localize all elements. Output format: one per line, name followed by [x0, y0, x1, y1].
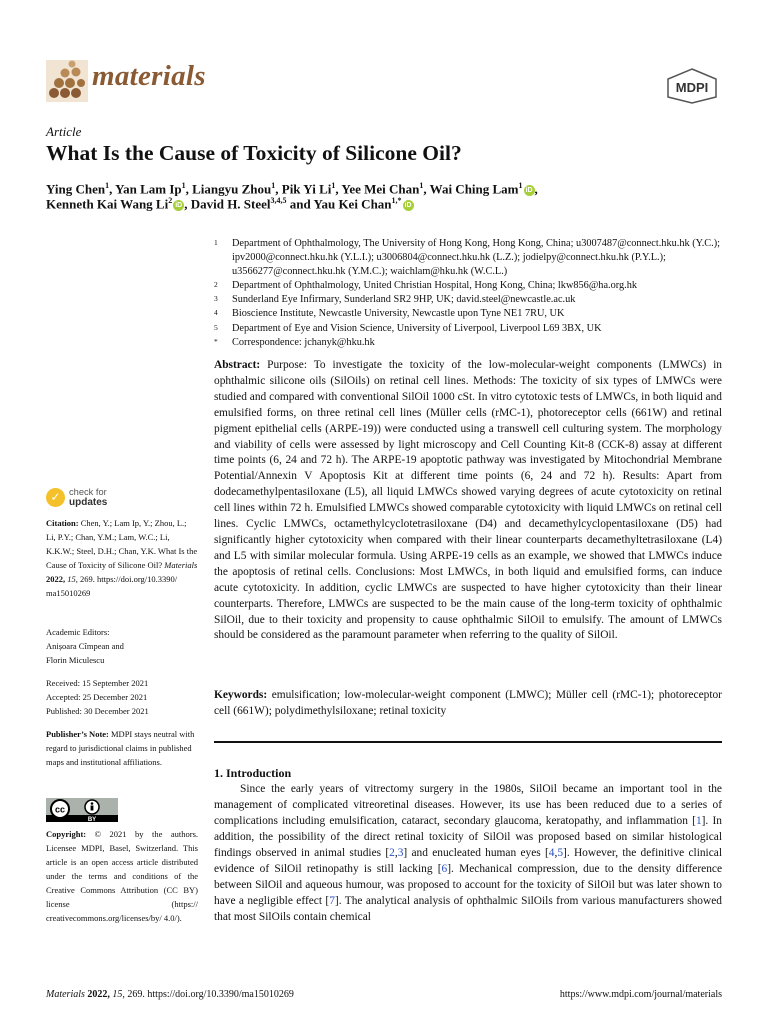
article-title: What Is the Cause of Toxicity of Silicone Oil?: [46, 141, 462, 165]
author-affiliation-sup: 1: [181, 181, 186, 190]
check-updates-icon: ✓: [46, 488, 65, 507]
journal-logo-icon: [46, 60, 88, 102]
intro-text-segment: ] and enucleated human eyes [: [403, 846, 549, 859]
introduction-text: [214, 782, 722, 926]
article-type: Article: [46, 124, 82, 139]
author-list: [46, 181, 538, 197]
citation-journal: Materials: [164, 560, 198, 570]
affiliation-number: 1: [214, 238, 218, 247]
editor-name: Florin Miculescu: [46, 655, 105, 665]
intro-text-segment: ]. However, the definitive clinical evidence of SilOil retinopathy is still lacking [: [214, 846, 723, 875]
affiliation-text: Department of Ophthalmology, The University of Hong Kong, Hong Kong, China; u3007487@connect.hku.hk (Y.C.); ipv2000@connect.hku.hk (Y.L.I.); u3006804@connect.hku.hk (L.Z.); jodielpy@connect.hku.hk (P.Y.L.); u3566277@connect.hku.hk (Y.M.C.); waichlam@hku.hk (W.C.L.): [232, 238, 721, 278]
accepted-date: Accepted: 25 December 2021: [46, 692, 148, 702]
affiliation-text: Sunderland Eye Infirmary, Sunderland SR2 9HP, UK; david.steel@newcastle.ac.uk: [232, 294, 576, 306]
author-name: Pik Yi Li: [281, 181, 332, 197]
affiliation-number: 3: [214, 294, 218, 304]
footer-citation: [46, 989, 294, 1000]
reference-link[interactable]: 3: [397, 846, 404, 859]
author-name: Wai Ching Lam: [429, 181, 519, 197]
check-for-updates-button[interactable]: [46, 487, 107, 508]
footer-journal: Materials: [46, 989, 85, 1000]
received-date: Received: 15 September 2021: [46, 678, 149, 688]
footer-year: 2022,: [87, 989, 110, 1000]
intro-text-segment: Since the early years of vitrectomy surgery in the 1980s, SilOil became an important tool in the management of complicated vitreoretinal diseases. However, its use has been reduced due to a series of complications including emulsification, cataract, secondary glaucoma, keratopathy, and inflammation [: [214, 783, 722, 827]
author-affiliation-sup: 1: [419, 181, 424, 190]
publisher-note: [46, 727, 198, 769]
copyright-label: Copyright:: [46, 829, 87, 839]
intro-text-segment: ,: [554, 846, 558, 859]
author-separator: ,: [185, 181, 193, 197]
reference-link[interactable]: 4: [548, 846, 555, 859]
affiliation-item: [214, 293, 724, 307]
author-separator: ,: [423, 181, 430, 197]
affiliations: [214, 237, 724, 350]
keywords: [214, 688, 722, 720]
intro-text-segment: ]. In addition, the possibility of the direct retinal toxicity of SilOil was proposed based on similar histological findings observed in animal studies [: [214, 814, 722, 859]
keywords-text: emulsification; low-molecular-weight component (LMWC); Müller cell (rMC-1); photoreceptor cell (661W); polydimethylsiloxane; retinal toxicity: [214, 689, 722, 717]
author-affiliation-sup: 1: [271, 181, 276, 190]
affiliation-item: [214, 237, 724, 279]
publisher-name: MDPI: [675, 80, 709, 95]
publisher-note-text: MDPI stays neutral with regard to jurisdictional claims in published maps and institutional affiliations.: [46, 729, 195, 767]
affiliation-item: [214, 279, 724, 293]
reference-link[interactable]: 5: [557, 846, 564, 859]
author-list: [46, 196, 414, 212]
reference-link[interactable]: 1: [695, 814, 702, 827]
section-divider: [214, 741, 722, 743]
abstract-text: Purpose: To investigate the toxicity of the low-molecular-weight components (LMWCs) in ophthalmic silicone oils (SilOils) on retinal cell lines. Methods: The toxicity of six types of LMWCs were studied and compared with conventional SilOil 1000 cSt. In vitro cytotoxic tests of LMWCs, in both liquid and emulsified forms, on three retinal cell lines (Müller cells (rMC-1), photoreceptor cells (661W) and retinal pigment epithelial cells (ARPE-19)) were conducted using a transwell cell culturing system. The morphology and viability of cells were assessed by light microscopy and Cell Counting Kit-8 (CCK-8) assay at different time points (6, 24 and 72 h). The ARPE-19 apoptotic pathway was investigated by Mitochondrial Membrane Potential/Annexin V Apoptosis Kit at different time points (6, 24 and 72 h). Results: Apart from dodecamethylpentasiloxane (L5), all liquid LMWCs showed varying degrees of acute cytotoxicity on retinal cell lines within 72 h. Emulsified LMWCs showed comparable cytotoxicity with liquid LMWCs on retinal cell lines. Cyclic LMWCs, octamethylcyclotetrasiloxane (D4) and decamethylcyclopentasiloxane (D5) had significantly higher cytotoxicity when compared with their linear counterparts decamethyltetrasiloxane (L4) and L5 with similar molecular formula. Using ARPE-19 cells as an example, we showed that LMWCs induce the apoptosis of retinal cells. Conclusions: Most LMWCs, in both liquid and emulsified forms, can induce acute cytotoxicity. In addition, cyclic LMWCs are suspected to have higher cytotoxicity than their linear counterparts. Therefore, LMWCs are suspected to be the main cause of the long-term toxicity of ophthalmic SilOil, due to their toxicity and propensity to cause ophthalmic SilOil to emulsify. The amount of LMWCs should be considered as the paramount parameter when referring to the quality of SilOil.: [214, 359, 722, 642]
journal-name: materials: [92, 60, 206, 92]
author-name: Yau Kei Chan: [313, 196, 392, 212]
abstract: [214, 358, 722, 644]
author-separator: ,: [275, 181, 282, 197]
author-separator: ,: [184, 196, 191, 212]
academic-editors: [46, 625, 198, 667]
citation-doi-link[interactable]: 269. https://doi.org/10.3390/ ma15010269: [46, 574, 178, 598]
citation-volume: 15,: [67, 574, 78, 584]
editors-label: Academic Editors:: [46, 627, 110, 637]
cc-text: cc: [54, 804, 66, 815]
affiliation-text: Department of Eye and Vision Science, University of Liverpool, Liverpool L69 3BX, UK: [232, 322, 602, 334]
footer-volume: 15,: [112, 989, 125, 1000]
reference-link[interactable]: 6: [441, 862, 448, 875]
abstract-label: Abstract:: [214, 359, 261, 371]
footer-journal-url[interactable]: https://www.mdpi.com/journal/materials: [559, 989, 722, 1000]
affiliation-number: 4: [214, 308, 218, 318]
cc-by-license-icon[interactable]: [46, 798, 118, 822]
citation-label: Citation:: [46, 518, 79, 528]
orcid-icon[interactable]: iD: [525, 187, 533, 195]
author-separator: ,: [109, 181, 116, 197]
citation-block: [46, 516, 198, 600]
orcid-icon[interactable]: iD: [404, 202, 412, 210]
author-affiliation-sup: 3,4,5: [270, 196, 287, 205]
publisher-note-label: Publisher’s Note:: [46, 729, 109, 739]
mdpi-logo-icon: [664, 67, 720, 105]
reference-link[interactable]: 7: [329, 894, 335, 907]
orcid-icon[interactable]: iD: [175, 202, 183, 210]
copyright-text: © 2021 by the authors. Licensee MDPI, Basel, Switzerland. This article is an open access article distributed under the terms and conditions of the Creative Commons Attribution (CC BY) license (https:// creativecommons.org/licenses/by/ 4.0/).: [46, 829, 199, 923]
keywords-label: Keywords:: [214, 689, 268, 701]
affiliation-number: *: [214, 336, 218, 346]
affiliation-text: Bioscience Institute, Newcastle University, Newcastle upon Tyne NE1 7RU, UK: [232, 308, 565, 320]
author-separator: ,: [335, 181, 342, 197]
citation-year: 2022,: [46, 574, 66, 584]
author-name: Yee Mei Chan: [341, 181, 420, 197]
author-affiliation-sup: 1,*: [391, 196, 402, 205]
author-affiliation-sup: 1: [331, 181, 336, 190]
affiliation-item: [214, 322, 724, 336]
author-name: Yan Lam Ip: [115, 181, 182, 197]
affiliation-number: 5: [214, 322, 218, 332]
author-name: Kenneth Kai Wang Li: [46, 196, 169, 212]
editor-name: Anișoara Cîmpean and: [46, 641, 124, 651]
by-text: BY: [87, 817, 97, 822]
footer-doi-link[interactable]: 269. https://doi.org/10.3390/ma15010269: [127, 989, 294, 1000]
published-date: Published: 30 December 2021: [46, 706, 149, 716]
check-updates-line1: check for: [69, 487, 107, 497]
citation-text: Chen, Y.; Lam Ip, Y.; Zhou, L.; Li, P.Y.; Chan, Y.M.; Lam, W.C.; Li, K.K.W.; Steel, D.H.; Chan, Y.K. What Is the Cause of Toxicity of Silicone Oil?: [46, 518, 198, 570]
author-affiliation-sup: 1: [518, 181, 523, 190]
author-name: Liangyu Zhou: [192, 181, 272, 197]
affiliation-number: 2: [214, 280, 218, 290]
intro-text-segment: ]. Mechanical compression, due to the density difference between SilOil and aqueous humour, was proposed to account for the toxicity of SilOil but was later shown to have a negligible effect [: [214, 862, 722, 907]
reference-link[interactable]: 2: [389, 846, 395, 859]
section-heading: 1. Introduction: [214, 766, 292, 780]
intro-text-segment: ]. The analytical analysis of ophthalmic SilOils from various manufacturers showed that most SilOils contain chemical: [214, 894, 722, 923]
check-updates-line2: updates: [69, 497, 108, 508]
copyright-notice: [46, 827, 198, 925]
intro-text-segment: ,: [394, 846, 398, 859]
affiliation-text: Correspondence: jchanyk@hku.hk: [232, 336, 375, 348]
affiliation-item: [214, 336, 724, 350]
affiliation-item: [214, 307, 724, 321]
publication-dates: [46, 676, 198, 718]
affiliation-text: Department of Ophthalmology, United Christian Hospital, Hong Kong, China; lkw856@ha.org.hk: [232, 280, 638, 292]
author-separator: and: [286, 196, 314, 212]
author-name: David H. Steel: [190, 196, 271, 212]
author-separator: ,: [534, 181, 538, 197]
author-affiliation-sup: 2: [168, 196, 173, 205]
author-affiliation-sup: 1: [105, 181, 110, 190]
author-name: Ying Chen: [46, 181, 106, 197]
